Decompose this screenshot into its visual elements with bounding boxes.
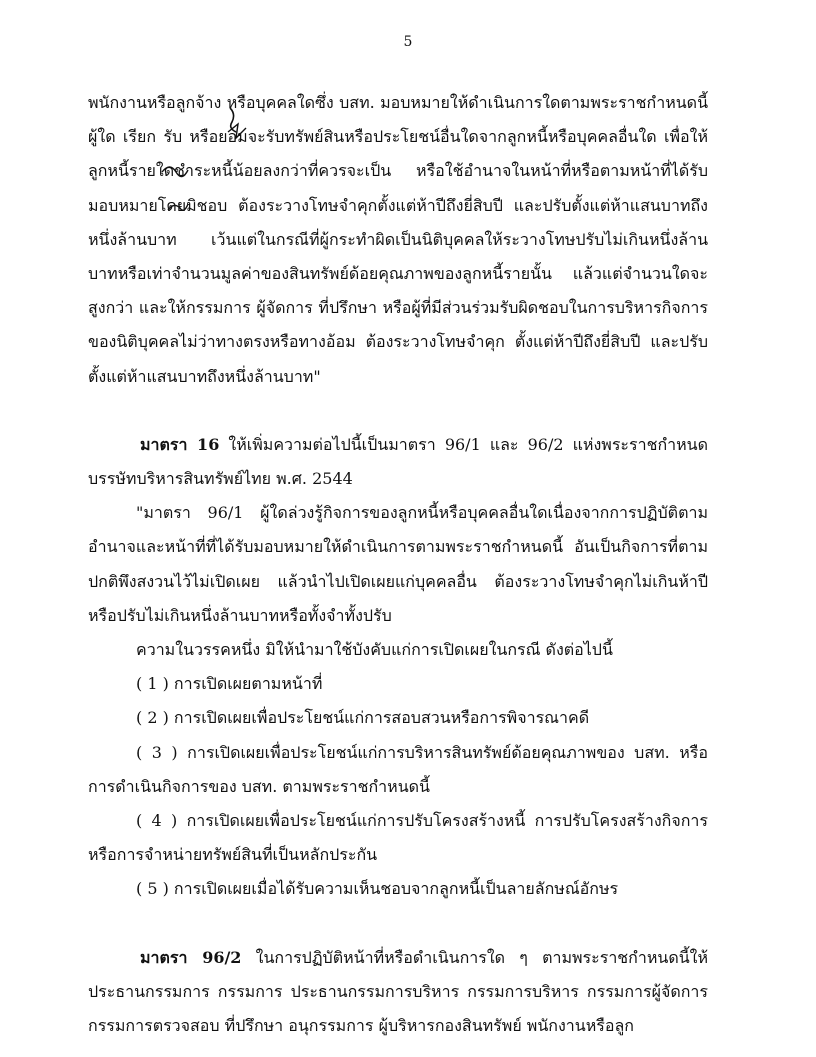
list-item: ( 2 ) การเปิดเผยเพื่อประโยชน์แก่การสอบสวนหรือการพิจารณาคดี: [136, 708, 590, 728]
paragraph-continuation: พนักงานหรือลูกจ้าง หรือบุคคลใดซึ่ง บสท. มอบหมายให้ดำเนินการใดตามพระราชกำหนดนี้ ผู้ใด เรียก รับ หรือยอมจะรับทรัพย์สินหรือประโยชน์อื่นใดจากลูกหนี้หรือบุคคลอื่นใด เพื่อให้ลูกหนี้รายใดชำระหนี้น้อยลงกว่าที่ควรจะเป็น หรือใช้อำนาจในหน้าที่หรือตามหน้าที่ได้รับมอบหมายโดยมิชอบ ต้องระวางโทษจำคุกตั้งแต่ห้าปีถึงยี่สิบปี และปรับตั้งแต่ห้าแสนบาทถึงหนึ่งล้านบาท เว้นแต่ในกรณีที่ผู้กระทำผิดเป็นนิติบุคคลให้ระวางโทษปรับไม่เกินหนึ่งล้านบาทหรือเท่าจำนวนมูลค่าของสินทรัพย์ด้อยคุณภาพของลูกหนี้รายนั้น แล้วแต่จำนวนใดจะสูงกว่า และให้กรรมการ ผู้จัดการ ที่ปรึกษา หรือผู้ที่มีส่วนร่วมรับผิดชอบในการบริหารกิจการของนิติบุคคลไม่ว่าทางตรงหรือทางอ้อม ต้องระวางโทษจำคุก ตั้งแต่ห้าปีถึงยี่สิบปี และปรับตั้งแต่ห้าแสนบาทถึงหนึ่งล้านบาท": [88, 93, 708, 386]
list-item: ( 1 ) การเปิดเผยตามหน้าที่: [136, 674, 323, 694]
section-16-text: ให้เพิ่มความต่อไปนี้เป็นมาตรา 96/1 และ 96/2 แห่งพระราชกำหนดบรรษัทบริหารสินทรัพย์ไทย พ.ศ. 2544: [88, 434, 708, 489]
document-body: [88, 86, 708, 1043]
exceptions-intro: ความในวรรคหนึ่ง มิให้นำมาใช้บังคับแก่การเปิดเผยในกรณี ดังต่อไปนี้: [136, 640, 613, 660]
section-96-2-text: ในการปฏิบัติหน้าที่หรือดำเนินการใด ๆ ตามพระราชกำหนดนี้ให้ประธานกรรมการ กรรมการ ประธานกรรมการบริหาร กรรมการบริหาร กรรมการผู้จัดการ กรรมการตรวจสอบ ที่ปรึกษา อนุกรรมการ ผู้บริหารกองสินทรัพย์ พนักงานหรือลูก: [88, 947, 709, 1036]
list-item: ( 3 ) การเปิดเผยเพื่อประโยชน์แก่การบริหารสินทรัพย์ด้อยคุณภาพของ บสท. หรือการดำเนินกิจการของ บสท. ตามพระราชกำหนดนี้: [88, 742, 708, 796]
paragraph-gap: [88, 394, 708, 428]
section-96-2-label: มาตรา 96/2: [140, 947, 242, 967]
page-number: 5: [403, 34, 413, 50]
section-96-2: [88, 941, 708, 1044]
section-96-1: "มาตรา 96/1 ผู้ใดล่วงรู้กิจการของลูกหนี้หรือบุคคลอื่นใดเนื่องจากการปฏิบัติตามอำนาจและหน้าที่ที่ได้รับมอบหมายให้ดำเนินการตามพระราชกำหนดนี้ อันเป็นกิจการที่ตามปกติพึงสงวนไว้ไม่เปิดเผย แล้วนำไปเปิดเผยแก่บุคคลอื่น ต้องระวางโทษจำคุกไม่เกินห้าปี หรือปรับไม่เกินหนึ่งล้านบาทหรือทั้งจำทั้งปรับ: [88, 503, 708, 625]
paragraph-gap: [88, 907, 708, 941]
section-16: [88, 428, 708, 496]
list-item: ( 4 ) การเปิดเผยเพื่อประโยชน์แก่การปรับโครงสร้างหนี้ การปรับโครงสร้างกิจการหรือการจำหน่ายทรัพย์สินที่เป็นหลักประกัน: [88, 811, 708, 865]
list-item: ( 5 ) การเปิดเผยเมื่อได้รับความเห็นชอบจากลูกหนี้เป็นลายลักษณ์อักษร: [136, 879, 619, 899]
section-16-label: มาตรา 16: [140, 434, 220, 454]
